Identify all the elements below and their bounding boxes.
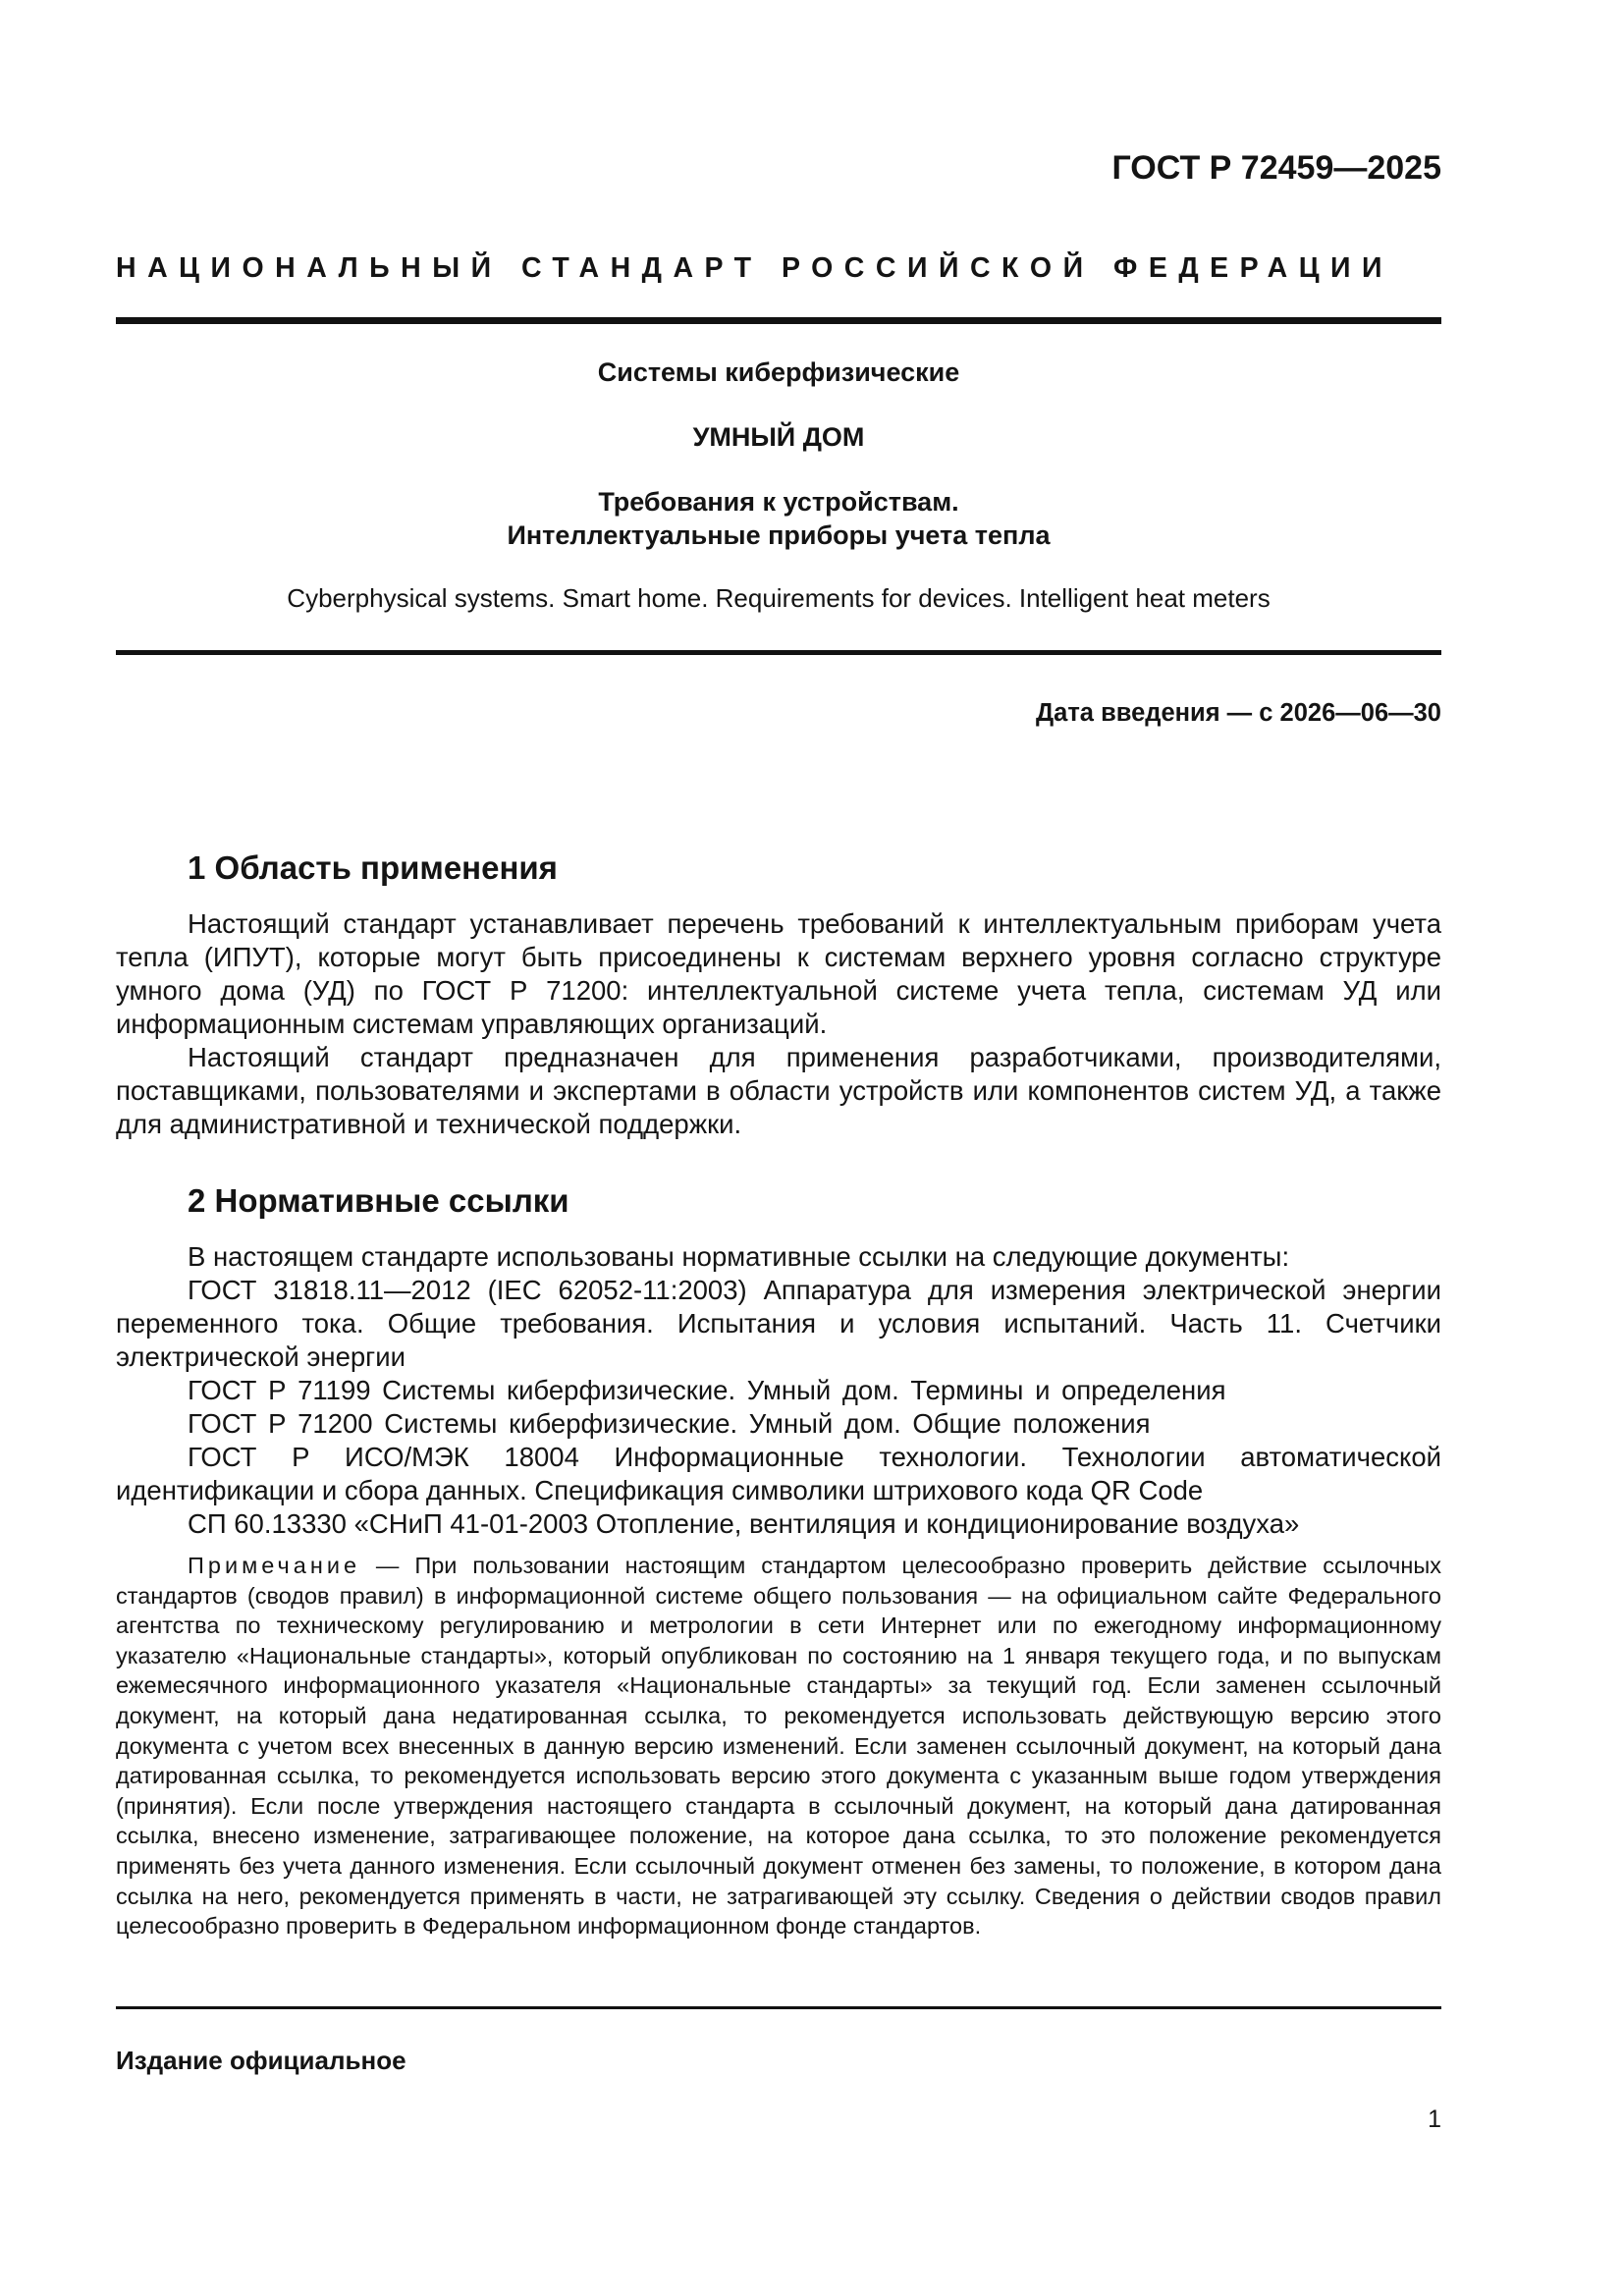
english-title: Cyberphysical systems. Smart home. Requirements for devices. Intelligent heat meters: [287, 583, 1271, 613]
introduction-date: Дата введения — с 2026—06—30: [1035, 699, 1441, 727]
reference-item: ГОСТ Р ИСО/МЭК 18004 Информационные технологии. Технологии автоматической идентификации и сбора данных. Спецификация символики штрихового кода QR Code: [116, 1442, 1441, 1505]
edition-label: Издание официальное: [116, 2046, 406, 2075]
footer-rule: [116, 2006, 1441, 2009]
page-number: 1: [1428, 2105, 1441, 2133]
title-line-3: Требования к устройствам.: [598, 487, 959, 517]
title-line-4: Интеллектуальные приборы учета тепла: [507, 520, 1051, 550]
document-number: ГОСТ Р 72459—2025: [1111, 149, 1441, 187]
section-1-paragraph-1: Настоящий стандарт устанавливает перечень требований к интеллектуальным приборам учета тепла (ИПУТ), которые могут быть присоединены к системам верхнего уровня согласно структуре умного дома (УД) по ГОСТ Р 71200: интеллектуальной системе учета тепла, системам УД или информационным системам управляющих организаций.: [116, 908, 1441, 1039]
title-line-1: Системы киберфизические: [597, 357, 960, 387]
section-1-paragraph-2: Настоящий стандарт предназначен для применения разработчиками, производителями, поставщиками, пользователями и экспертами в области устройств или компонентов систем УД, а также для административной и технической поддержки.: [116, 1042, 1441, 1139]
section-1-body: [116, 907, 1441, 1141]
section-1-heading: 1 Область применения: [188, 849, 558, 886]
section-2-body: [116, 1240, 1441, 1541]
note-text: — При пользовании настоящим стандартом целесообразно проверить действие ссылочных стандартов (сводов правил) в информационной системе общего пользования — на официальном сайте Федерального агентства по техническому регулированию и метрологии в сети Интернет или по ежегодному информационному указателю «Национальные стандарты», который опубликован по состоянию на 1 января текущего года, и по выпускам ежемесячного информационного указателя «Национальные стандарты» за текущий год. Если заменен ссылочный документ, на который дана недатированная ссылка, то рекомендуется использовать действующую версию этого документа с учетом всех внесенных в данную версию изменений. Если заменен ссылочный документ, на который дана датированная ссылка, то рекомендуется использовать версию этого документа с указанным выше годом утверждения (принятия). Если после утверждения настоящего стандарта в ссылочный документ, на который дана датированная ссылка, внесено изменение, затрагивающее положение, на которое дана ссылка, то это положение рекомендуется применять без учета данного изменения. Если ссылочный документ отменен без замены, то положение, в котором дана ссылка на него, рекомендуется применять в части, не затрагивающей эту ссылку. Сведения о действии сводов правил целесообразно проверить в Федеральном информационном фонде стандартов.: [116, 1553, 1441, 1940]
top-rule: [116, 317, 1441, 324]
reference-item: ГОСТ Р 71200 Системы киберфизические. Умный дом. Общие положения: [188, 1408, 1151, 1439]
reference-item: СП 60.13330 «СНиП 41-01-2003 Отопление, вентиляция и кондиционирование воздуха»: [188, 1508, 1300, 1539]
reference-item: ГОСТ Р 71199 Системы киберфизические. Умный дом. Термины и определения: [188, 1375, 1226, 1405]
note-block: [116, 1551, 1441, 1941]
section-2-intro: В настоящем стандарте использованы нормативные ссылки на следующие документы:: [188, 1241, 1290, 1272]
national-standard-banner: НАЦИОНАЛЬНЫЙ СТАНДАРТ РОССИЙСКОЙ ФЕДЕРАЦИИ: [116, 252, 1394, 284]
section-2-heading: 2 Нормативные ссылки: [188, 1182, 569, 1219]
note-label: Примечание: [188, 1553, 361, 1578]
title-rule: [116, 650, 1441, 655]
title-line-2: УМНЫЙ ДОМ: [692, 422, 865, 452]
reference-item: ГОСТ 31818.11—2012 (IEC 62052-11:2003) Аппаратура для измерения электрической энергии переменного тока. Общие требования. Испытания и условия испытаний. Часть 11. Счетчики электрической энергии: [116, 1275, 1441, 1372]
